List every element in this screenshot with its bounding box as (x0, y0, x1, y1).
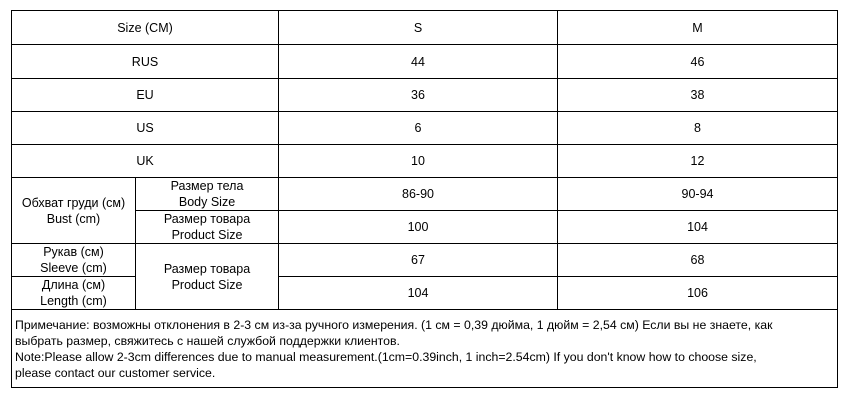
sleeve-label (12, 244, 136, 277)
header-size-label: Size (CM) (12, 11, 279, 45)
table-row (12, 45, 838, 79)
region-value-s: 6 (279, 112, 558, 145)
note-line-en-2: please contact our customer service. (15, 366, 216, 380)
region-value-m: 46 (558, 45, 838, 79)
bust-label-ru: Обхват груди (см) (21, 195, 126, 210)
product-size-label (136, 211, 279, 244)
product-size-merged-label (136, 244, 279, 310)
note-line-ru-1: Примечание: возможны отклонения в 2-3 см из-за ручного измерения. (1 см = 0,39 дюйма, 1 дюйм = 2,54 см) Если вы не знаете, как (15, 318, 773, 332)
product-size-merged-en: Product Size (171, 277, 243, 292)
product-size-merged-ru: Размер товара (163, 261, 251, 276)
size-chart-table (11, 10, 838, 388)
region-value-s: 10 (279, 145, 558, 178)
body-size-label-en: Body Size (178, 195, 236, 209)
region-value-s: 36 (279, 79, 558, 112)
region-label: UK (12, 145, 279, 178)
body-size-label (136, 178, 279, 211)
body-size-label-ru: Размер тела (170, 179, 244, 193)
region-label: RUS (12, 45, 279, 79)
bust-product-value-m: 104 (558, 211, 838, 244)
region-label: EU (12, 79, 279, 112)
bust-product-value-s: 100 (279, 211, 558, 244)
note-line-ru-2: выбрать размер, свяжитесь с нашей службой поддержки клиентов. (15, 334, 400, 348)
length-value-s: 104 (279, 277, 558, 310)
note-row (12, 310, 838, 388)
product-size-label-en: Product Size (171, 228, 243, 242)
sleeve-label-en: Sleeve (cm) (40, 261, 107, 275)
header-size-s: S (279, 11, 558, 45)
sleeve-value-s: 67 (279, 244, 558, 277)
length-label (12, 277, 136, 310)
header-size-m: M (558, 11, 838, 45)
table-row (12, 145, 838, 178)
length-label-ru: Длина (см) (41, 278, 106, 292)
product-size-label-ru: Размер товара (163, 212, 251, 226)
note-cell (12, 310, 838, 388)
region-value-m: 12 (558, 145, 838, 178)
table-row (12, 112, 838, 145)
bust-body-row (12, 178, 838, 211)
sleeve-label-ru: Рукав (см) (43, 245, 104, 259)
length-value-m: 106 (558, 277, 838, 310)
bust-label (12, 178, 136, 244)
region-value-m: 38 (558, 79, 838, 112)
length-row (12, 277, 838, 310)
region-value-m: 8 (558, 112, 838, 145)
bust-label-en: Bust (cm) (46, 211, 101, 226)
bust-product-row (12, 211, 838, 244)
sleeve-value-m: 68 (558, 244, 838, 277)
region-label: US (12, 112, 279, 145)
bust-body-value-m: 90-94 (558, 178, 838, 211)
table-row (12, 79, 838, 112)
region-value-s: 44 (279, 45, 558, 79)
length-label-en: Length (cm) (40, 294, 107, 308)
header-row (12, 11, 838, 45)
sleeve-row (12, 244, 838, 277)
bust-body-value-s: 86-90 (279, 178, 558, 211)
note-line-en-1: Note:Please allow 2-3cm differences due to manual measurement.(1cm=0.39inch, 1 inch=2.54cm) If you don't know how to choose size, (15, 350, 757, 364)
